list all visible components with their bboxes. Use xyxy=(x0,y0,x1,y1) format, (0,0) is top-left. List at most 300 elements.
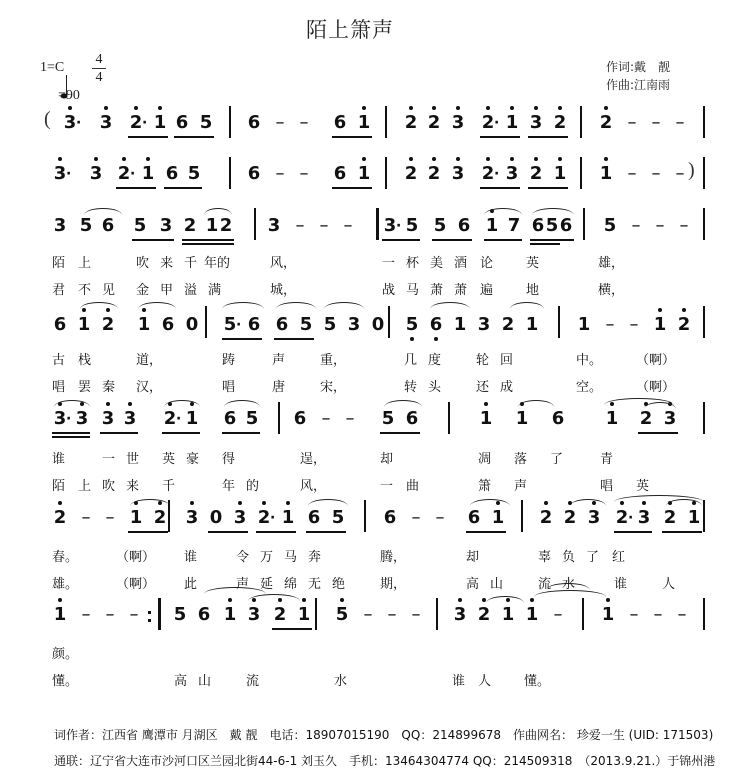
barline xyxy=(436,598,438,630)
beam-underline xyxy=(382,239,420,241)
note xyxy=(538,507,554,529)
high-octave-dot xyxy=(544,501,548,505)
note-digit: 3 xyxy=(89,163,103,184)
note-digit: 5 xyxy=(323,314,337,335)
note-digit: – xyxy=(651,163,661,184)
note-digit: 5 xyxy=(245,408,259,429)
lyric-syllable: 唱 xyxy=(600,479,614,494)
barline xyxy=(158,598,161,630)
note xyxy=(52,215,68,237)
high-octave-dot xyxy=(558,106,562,110)
note-digit: 2 xyxy=(663,507,677,528)
note xyxy=(198,112,214,134)
lyric-syllable: 萧 xyxy=(430,283,444,298)
beam-underline xyxy=(432,239,472,241)
lyric-syllable: 奔 xyxy=(308,550,322,565)
barline xyxy=(703,208,705,240)
lyric-syllable: 溢 xyxy=(184,283,198,298)
note xyxy=(490,507,506,529)
sustain-dash xyxy=(316,215,332,237)
beam-underline xyxy=(256,531,296,533)
note xyxy=(132,215,148,237)
note xyxy=(404,215,420,237)
beam-underline xyxy=(52,432,90,434)
note xyxy=(128,507,144,529)
lyric-syllable: 道， xyxy=(136,353,163,368)
note-digit: – xyxy=(319,215,329,236)
note-digit: 1 xyxy=(601,604,615,625)
high-octave-dot xyxy=(58,501,62,505)
note-digit: 1 xyxy=(501,604,515,625)
high-octave-dot xyxy=(409,106,413,110)
high-octave-dot xyxy=(604,157,608,161)
note xyxy=(452,314,468,336)
time-sig-top: 4 xyxy=(95,52,103,67)
slur-arc xyxy=(138,302,176,309)
barline xyxy=(703,306,705,338)
note xyxy=(552,112,568,134)
note-digit: 6 xyxy=(531,215,545,236)
note-digit: 6 xyxy=(223,408,237,429)
beam-underline xyxy=(208,531,248,533)
slur-arc xyxy=(308,499,348,506)
note xyxy=(246,163,262,185)
note-digit: 2 xyxy=(529,163,543,184)
lyric-syllable: 吹 xyxy=(136,256,150,271)
beam-underline xyxy=(132,239,174,241)
note xyxy=(78,215,94,237)
composer: 作曲:江南雨 xyxy=(606,78,671,92)
lyric-syllable: 山 xyxy=(198,674,212,689)
sustain-dash xyxy=(624,112,640,134)
sustain-dash xyxy=(272,163,288,185)
note xyxy=(136,314,152,336)
lyric-syllable: 山 xyxy=(490,577,504,592)
note xyxy=(450,112,466,134)
lyric-syllable: 延 xyxy=(260,577,274,592)
lyric-syllable: 无 xyxy=(308,577,322,592)
barline xyxy=(703,106,705,138)
note xyxy=(292,408,308,430)
sustain-dash xyxy=(676,215,692,237)
augmentation-dot: · xyxy=(628,510,634,526)
high-octave-dot xyxy=(68,106,72,110)
lyric-syllable: 酒 xyxy=(454,256,468,271)
note xyxy=(346,314,362,336)
note xyxy=(598,112,614,134)
note xyxy=(232,507,248,529)
note xyxy=(404,408,420,430)
beam-underline xyxy=(332,136,372,138)
sustain-dash xyxy=(628,215,644,237)
lyric-syllable: 绵 xyxy=(284,577,298,592)
barline xyxy=(376,208,379,240)
note xyxy=(558,215,574,237)
barline xyxy=(388,306,390,338)
note-digit: 1 xyxy=(479,408,493,429)
note-digit: – xyxy=(629,604,639,625)
note-digit: 1 xyxy=(577,314,591,335)
low-octave-dot xyxy=(410,337,414,341)
note-digit: 6 xyxy=(101,215,115,236)
note xyxy=(432,215,448,237)
note-digit: 3 xyxy=(663,408,677,429)
note xyxy=(356,112,372,134)
lyric-syllable: 人 xyxy=(478,674,492,689)
note-digit: 2 xyxy=(553,112,567,133)
note xyxy=(382,507,398,529)
high-octave-dot xyxy=(558,157,562,161)
note xyxy=(403,163,419,185)
note xyxy=(246,314,262,336)
lyric-syllable: 金 xyxy=(136,283,150,298)
lyric-syllable: 杯 xyxy=(406,256,420,271)
high-octave-dot xyxy=(94,157,98,161)
beam-underline xyxy=(530,243,560,245)
note-digit: – xyxy=(631,215,641,236)
note xyxy=(334,604,350,626)
beam-underline xyxy=(638,432,678,434)
note xyxy=(246,604,262,626)
barline xyxy=(558,306,560,338)
note-digit: 5 xyxy=(79,215,93,236)
note xyxy=(296,604,312,626)
high-octave-dot xyxy=(158,106,162,110)
note-digit: – xyxy=(655,215,665,236)
note xyxy=(450,163,466,185)
note xyxy=(380,408,396,430)
note-digit: 1 xyxy=(141,163,155,184)
lyric-syllable: 凋 xyxy=(478,452,492,467)
note xyxy=(662,507,678,529)
note xyxy=(98,112,114,134)
note xyxy=(452,604,468,626)
note-digit: 3 xyxy=(53,163,67,184)
note-digit: – xyxy=(275,112,285,133)
note xyxy=(330,507,346,529)
lyric-syllable: 君 xyxy=(52,283,66,298)
barline xyxy=(385,157,387,189)
note-digit: 1 xyxy=(505,112,519,133)
note xyxy=(218,215,234,237)
note-digit: 1 xyxy=(485,215,499,236)
note-digit: – xyxy=(299,163,309,184)
note-digit: – xyxy=(653,604,663,625)
lyric-syllable: 地 xyxy=(526,283,540,298)
sustain-dash xyxy=(408,507,424,529)
augmentation-dot: · xyxy=(494,115,500,131)
note-digit: 1 xyxy=(357,112,371,133)
lyric-syllable: 马 xyxy=(284,550,298,565)
note-digit: – xyxy=(627,112,637,133)
augmentation-dot: · xyxy=(176,411,182,427)
sustain-dash xyxy=(102,604,118,626)
lyric-syllable: 懂。 xyxy=(524,674,551,689)
note-digit: – xyxy=(605,314,615,335)
high-octave-dot xyxy=(658,308,662,312)
lyric-syllable: 负 xyxy=(562,550,576,565)
lyric-syllable: 万 xyxy=(260,550,274,565)
note xyxy=(222,408,238,430)
note xyxy=(426,163,442,185)
lyric-syllable: 落 xyxy=(514,452,528,467)
note-digit: 1 xyxy=(525,604,539,625)
note xyxy=(164,163,180,185)
note-digit: 1 xyxy=(53,604,67,625)
note-digit: 1 xyxy=(605,408,619,429)
barline xyxy=(364,500,366,532)
barline xyxy=(229,157,231,189)
augmentation-dot: · xyxy=(270,510,276,526)
high-octave-dot xyxy=(510,106,514,110)
note-digit: 1 xyxy=(137,314,151,335)
note-digit: 2 xyxy=(53,507,67,528)
note-digit: 5 xyxy=(173,604,187,625)
lyric-syllable: 秦 xyxy=(102,380,116,395)
lyric-syllable: 声 xyxy=(272,353,286,368)
slur-arc xyxy=(324,302,364,309)
note xyxy=(246,112,262,134)
lyric-syllable: 遍 xyxy=(480,283,494,298)
beam-underline xyxy=(530,239,574,241)
lyric-syllable: 罢 xyxy=(78,380,92,395)
beam-underline xyxy=(332,187,372,189)
note-digit: 1 xyxy=(185,408,199,429)
lyric-syllable: 春。 xyxy=(52,550,79,565)
note xyxy=(174,112,190,134)
note xyxy=(186,163,202,185)
slur-arc xyxy=(470,499,510,506)
slur-arc xyxy=(224,400,260,407)
note-digit: 6 xyxy=(559,215,573,236)
sustain-dash xyxy=(384,604,400,626)
lyric-syllable: 声 xyxy=(514,479,528,494)
high-octave-dot xyxy=(432,157,436,161)
high-octave-dot xyxy=(606,598,610,602)
barline xyxy=(703,157,705,189)
song-title: 陌上箫声 xyxy=(306,18,394,42)
lyric-syllable: （啊） xyxy=(116,550,156,565)
time-sig-divider xyxy=(92,68,106,69)
lyric-syllable: 空。 xyxy=(576,380,603,395)
note-digit: 1 xyxy=(129,507,143,528)
note-digit: 7 xyxy=(507,215,521,236)
beam-underline xyxy=(528,136,568,138)
sustain-dash xyxy=(550,604,566,626)
lyric-syllable: 几 xyxy=(404,353,418,368)
beam-underline xyxy=(480,187,520,189)
beam-underline xyxy=(182,243,234,245)
lyric-syllable: （啊） xyxy=(636,353,676,368)
note xyxy=(100,215,116,237)
high-octave-dot xyxy=(486,157,490,161)
sustain-dash xyxy=(340,215,356,237)
note xyxy=(76,314,92,336)
note-digit: – xyxy=(321,408,331,429)
lyric-syllable: 高 xyxy=(174,674,188,689)
beam-underline xyxy=(52,436,90,438)
lyric-syllable: 颜。 xyxy=(52,647,79,662)
lyric-syllable: 马 xyxy=(406,283,420,298)
high-octave-dot xyxy=(238,501,242,505)
note xyxy=(332,163,348,185)
lyric-syllable: 战 xyxy=(382,283,396,298)
note xyxy=(196,604,212,626)
slur-arc xyxy=(518,400,554,407)
note xyxy=(298,314,314,336)
note xyxy=(322,314,338,336)
note-digit: 2 xyxy=(481,163,495,184)
sustain-dash xyxy=(672,112,688,134)
note-digit: 6 xyxy=(333,163,347,184)
lyric-syllable: 流 xyxy=(538,577,552,592)
low-octave-dot xyxy=(434,337,438,341)
sustain-dash xyxy=(650,604,666,626)
note-digit: 2 xyxy=(563,507,577,528)
barline xyxy=(448,402,450,434)
sustain-dash xyxy=(626,604,642,626)
note xyxy=(332,112,348,134)
barline xyxy=(583,208,585,240)
beam-underline xyxy=(484,239,522,241)
sustain-dash xyxy=(652,215,668,237)
lyric-syllable: 谁 xyxy=(452,674,466,689)
beam-underline xyxy=(162,432,200,434)
note-digit: – xyxy=(345,408,355,429)
note-digit: – xyxy=(411,604,421,625)
high-octave-dot xyxy=(534,157,538,161)
lyric-syllable: 转 xyxy=(404,380,418,395)
note-digit: 3 xyxy=(453,604,467,625)
note xyxy=(478,408,494,430)
lyric-syllable: 曲 xyxy=(406,479,420,494)
high-octave-dot xyxy=(604,106,608,110)
note xyxy=(426,112,442,134)
note-digit: 5 xyxy=(335,604,349,625)
note xyxy=(662,408,678,430)
note-digit: 6 xyxy=(247,314,261,335)
lyric-syllable: 风， xyxy=(270,256,297,271)
note xyxy=(100,314,116,336)
high-octave-dot xyxy=(432,106,436,110)
note-digit: 3 xyxy=(383,215,397,236)
high-octave-dot xyxy=(134,106,138,110)
note xyxy=(476,604,492,626)
tempo-marking: =90 xyxy=(58,88,80,103)
note-digit: 6 xyxy=(307,507,321,528)
credits xyxy=(606,58,670,94)
sustain-dash xyxy=(360,604,376,626)
lyric-syllable: 逞， xyxy=(300,452,327,467)
note-digit: 6 xyxy=(293,408,307,429)
note-digit: – xyxy=(675,112,685,133)
note-digit: 6 xyxy=(275,314,289,335)
beam-underline xyxy=(222,432,260,434)
lyric-syllable: 度 xyxy=(428,353,442,368)
footer-author-info: 词作者：江西省 鹰潭市 月湖区 戴 靓 电话：18907015190 QQ：214899678 作曲网名： 珍爱一生 (UID: 171503) xyxy=(54,728,714,742)
note xyxy=(266,215,282,237)
note xyxy=(184,408,200,430)
note-digit: 3 xyxy=(101,408,115,429)
lyric-syllable: 英 xyxy=(636,479,650,494)
lyric-syllable: 满 xyxy=(208,283,222,298)
note-digit: 6 xyxy=(429,314,443,335)
slur-arc xyxy=(276,302,316,309)
note xyxy=(404,314,420,336)
lyric-syllable: 论 xyxy=(480,256,494,271)
note-digit: 0 xyxy=(185,314,199,335)
lyric-syllable: 陌 xyxy=(52,479,66,494)
lyric-syllable: 一 xyxy=(380,479,394,494)
note-digit: – xyxy=(679,215,689,236)
lyric-syllable: 期， xyxy=(380,577,407,592)
lyric-syllable: 陌 xyxy=(52,256,66,271)
lyric-syllable: 成 xyxy=(500,380,514,395)
high-octave-dot xyxy=(146,157,150,161)
beam-underline xyxy=(174,136,214,138)
augmentation-dot: · xyxy=(66,166,72,182)
note-digit: 6 xyxy=(247,112,261,133)
note-digit: 3 xyxy=(451,163,465,184)
note-digit: 5 xyxy=(405,215,419,236)
beam-underline xyxy=(128,136,168,138)
sustain-dash xyxy=(296,112,312,134)
sustain-dash xyxy=(102,507,118,529)
note-digit: 1 xyxy=(491,507,505,528)
note-digit: – xyxy=(105,507,115,528)
beam-underline xyxy=(480,136,520,138)
note-digit: 1 xyxy=(553,163,567,184)
barline xyxy=(521,500,523,532)
note xyxy=(638,408,654,430)
augmentation-dot: · xyxy=(494,166,500,182)
note-digit: – xyxy=(129,604,139,625)
note-digit: 3 xyxy=(451,112,465,133)
note-digit: 3 xyxy=(185,507,199,528)
sustain-dash xyxy=(292,215,308,237)
lyric-syllable: 重， xyxy=(320,353,347,368)
note-digit: – xyxy=(553,604,563,625)
lyric-syllable: 的 xyxy=(246,479,260,494)
note-digit: 2 xyxy=(163,408,177,429)
slur-arc xyxy=(532,208,574,215)
note xyxy=(140,163,156,185)
note-digit: 2 xyxy=(101,314,115,335)
lyric-syllable: 还 xyxy=(476,380,490,395)
note-digit: 1 xyxy=(223,604,237,625)
lyric-syllable: 辜 xyxy=(538,550,552,565)
note xyxy=(602,215,618,237)
lyric-syllable: 令 xyxy=(236,550,250,565)
note xyxy=(184,314,200,336)
slur-arc xyxy=(130,499,170,506)
note-digit: 6 xyxy=(53,314,67,335)
note-digit: 1 xyxy=(525,314,539,335)
lyric-syllable: 青 xyxy=(600,452,614,467)
note xyxy=(122,408,138,430)
lyric-syllable: 唱 xyxy=(222,380,236,395)
high-octave-dot xyxy=(286,501,290,505)
note xyxy=(428,314,444,336)
note-digit: – xyxy=(275,163,285,184)
barline xyxy=(703,500,705,532)
note-digit: 6 xyxy=(175,112,189,133)
note xyxy=(514,408,530,430)
note xyxy=(686,507,702,529)
sustain-dash xyxy=(672,163,688,185)
lyric-syllable: 却 xyxy=(380,452,394,467)
note xyxy=(484,215,500,237)
